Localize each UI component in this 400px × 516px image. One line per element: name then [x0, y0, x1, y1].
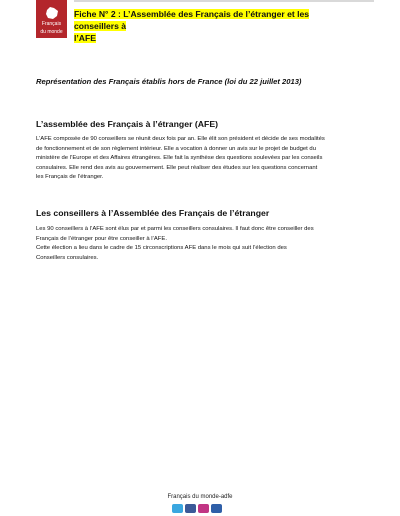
twitter-icon[interactable]	[172, 504, 183, 513]
section1-paragraph	[36, 135, 368, 183]
facebook-icon[interactable]	[185, 504, 196, 513]
header-rule	[74, 0, 374, 2]
section1-heading: L’assemblée des Français à l’étranger (AFE)	[36, 119, 219, 129]
section1-line: consulaires. Elle rend des avis au gouvernement. Elle peut réaliser des études sur les questions concernant	[36, 164, 318, 171]
instagram-icon[interactable]	[198, 504, 209, 513]
section2-line: Français de l’étranger pour être conseiller à l’AFE.	[36, 235, 167, 242]
logo-line2: du monde	[40, 29, 63, 35]
section1-line: de fonctionnement et de son règlement intérieur. Elle a vocation à donner un avis sur le projet de budget du	[36, 145, 316, 152]
footer-text: Français du monde-adfe	[167, 494, 233, 500]
fiche-title-line2: l’AFE	[74, 33, 96, 43]
section2-line: Cette élection a lieu dans le cadre de 15 circonscriptions AFE dans le mois qui suit l’élection des	[36, 245, 287, 252]
fiche-title-line1: Fiche N° 2 : L’Assemblée des Français de l’étranger et les conseillers à	[74, 9, 310, 31]
logo	[36, 0, 67, 38]
section2-line: Conseillers consulaires.	[36, 254, 99, 261]
logo-line1: Français	[41, 21, 62, 27]
france-map-icon	[45, 7, 59, 19]
section1-line: les Français de l’étranger.	[36, 174, 104, 181]
youtube-icon[interactable]	[211, 504, 222, 513]
section1-line: L’AFE composée de 90 conseillers se réunit deux fois par an. Elle élit son président et décide de ses modalités	[36, 136, 325, 142]
section2-heading: Les conseillers à l’Assemblée des Français de l’étranger	[36, 208, 270, 218]
section1-line: ministère de l’Europe et des Affaires étrangères. Elle fait la synthèse des questions soulevées par les conseils	[36, 155, 323, 162]
section2-line: Les 90 conseillers à l’AFE sont élus par et parmi les conseillers consulaires. Il faut donc être conseiller des	[36, 226, 314, 232]
section2-paragraph	[36, 225, 368, 263]
social-links	[172, 504, 222, 513]
fiche-title	[74, 8, 354, 44]
subtitle: Représentation des Français établis hors de France (loi du 22 juillet 2013)	[36, 77, 302, 86]
